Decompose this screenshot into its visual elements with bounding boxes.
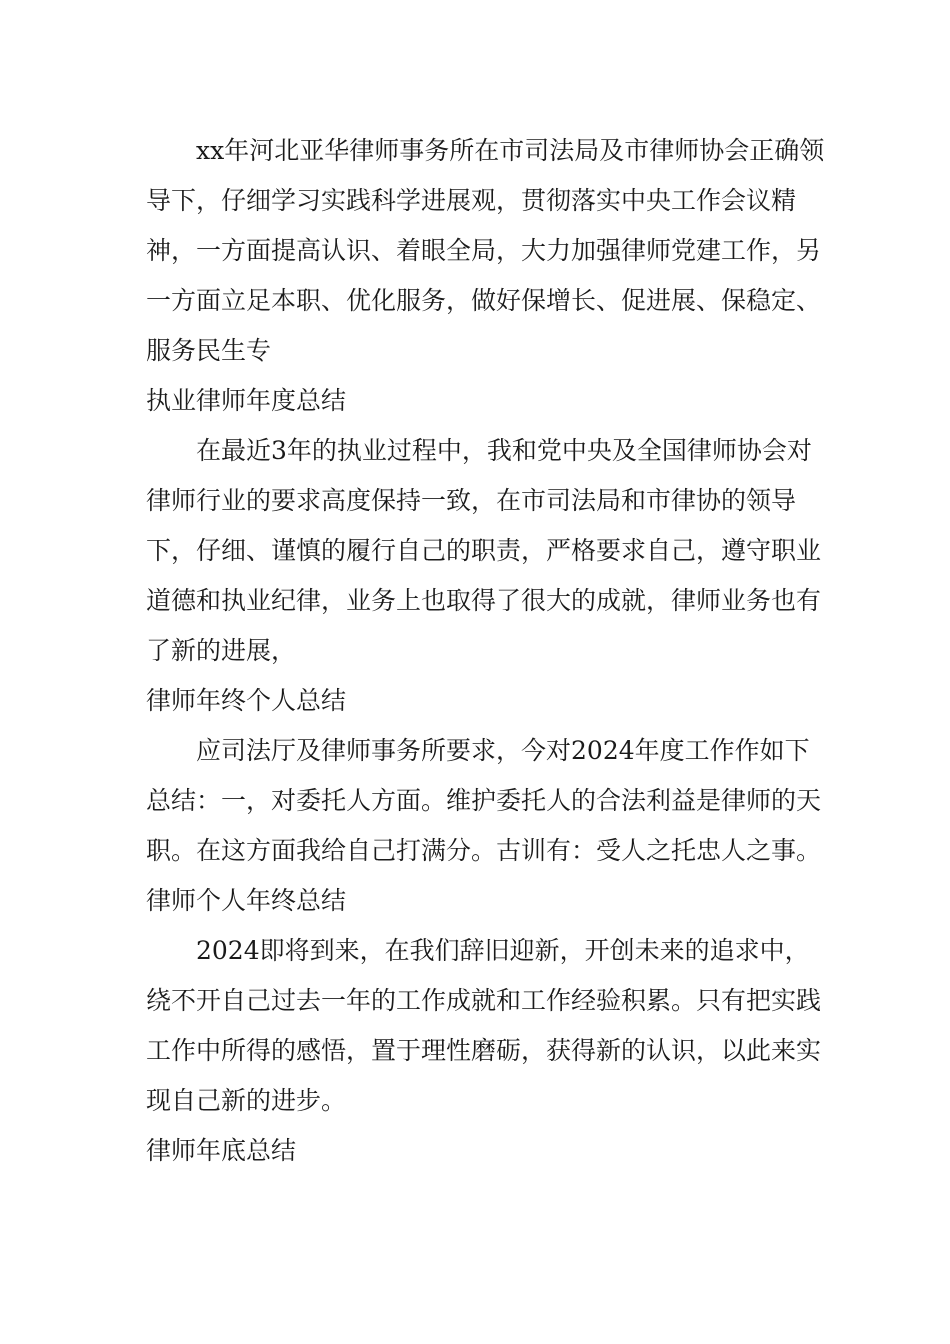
section-paragraph-personal-year-end: 2024即将到来，在我们辞旧迎新，开创未来的追求中，绕不开自己过去一年的工作成就和工作经验积累。只有把实践工作中所得的感悟，置于理性磨砺，获得新的认识，以此来实现自己新的进步。 [146, 936, 822, 1115]
section-heading-year-bottom: 律师年底总结 [146, 1136, 297, 1165]
section-heading-personal-year-end: 律师个人年终总结 [146, 886, 347, 915]
section-paragraph-year-end-personal: 应司法厅及律师事务所要求，今对2024年度工作作如下总结：一，对委托人方面。维护委托人的合法利益是律师的天职。在这方面我给自己打满分。古训有：受人之托忠人之事。 [146, 736, 822, 865]
section-paragraph-annual-practice: 在最近3年的执业过程中，我和党中央及全国律师协会对律师行业的要求高度保持一致，在市司法局和市律协的领导下，仔细、谨慎的履行自己的职责，严格要求自己，遵守职业道德和执业纪律，业务上也取得了很大的成就，律师业务也有了新的进展， [146, 436, 822, 665]
intro-paragraph: xx年河北亚华律师事务所在市司法局及市律师协会正确领导下，仔细学习实践科学进展观，贯彻落实中央工作会议精神，一方面提高认识、着眼全局，大力加强律师党建工作，另一方面立足本职、优化服务，做好保增长、促进展、保稳定、服务民生专 [146, 136, 825, 365]
document-page [146, 126, 826, 1176]
section-heading-year-end-personal: 律师年终个人总结 [146, 686, 347, 715]
section-heading-annual-practice: 执业律师年度总结 [146, 386, 347, 415]
